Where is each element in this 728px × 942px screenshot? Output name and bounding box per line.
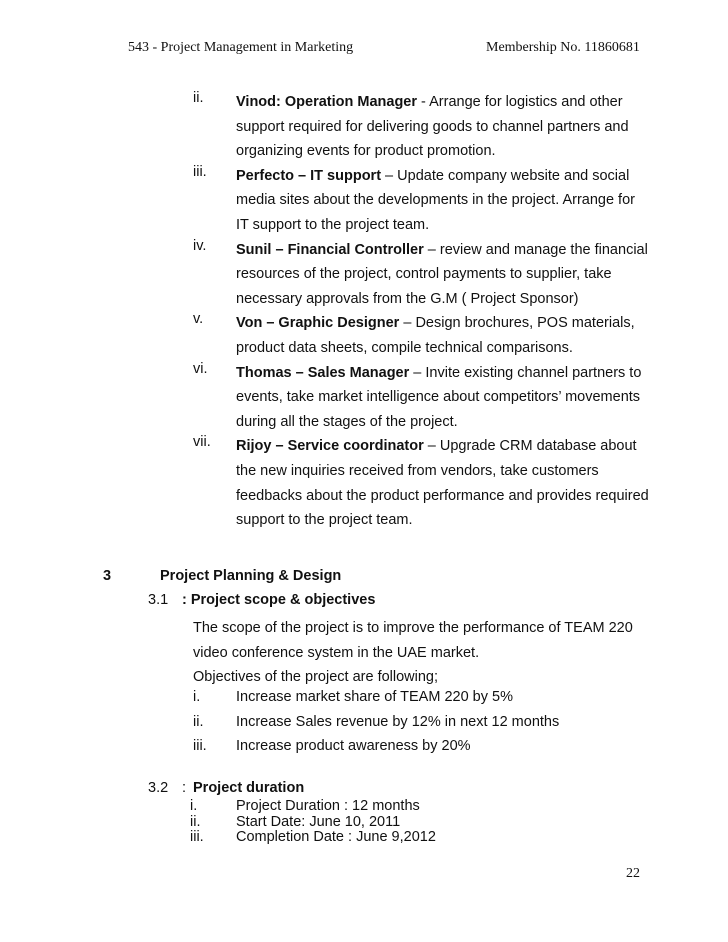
role-numeral: vi. bbox=[193, 360, 208, 377]
duration-numeral: i. bbox=[190, 798, 198, 814]
role-numeral: ii. bbox=[193, 90, 204, 106]
role-item bbox=[236, 311, 635, 360]
objective-text: Increase product awareness by 20% bbox=[236, 738, 471, 755]
objective-text: Increase market share of TEAM 220 by 5% bbox=[236, 689, 513, 705]
duration-text: Start Date: June 10, 2011 bbox=[236, 813, 401, 830]
role-separator: – bbox=[409, 364, 426, 381]
role-description-line: during all the stages of the project. bbox=[236, 413, 458, 430]
role-name: Von – Graphic Designer bbox=[236, 315, 400, 332]
duration-numeral: ii. bbox=[190, 813, 201, 830]
role-description-line: media sites about the developments in the project. Arrange for bbox=[236, 192, 635, 209]
role-description-line: IT support to the project team. bbox=[236, 216, 430, 233]
role-item bbox=[236, 434, 649, 532]
objectives-intro: Objectives of the project are following; bbox=[193, 669, 439, 686]
role-name: Sunil – Financial Controller bbox=[236, 241, 424, 258]
header-course: 543 - Project Management in Marketing bbox=[128, 40, 354, 55]
role-description: Invite existing channel partners to bbox=[425, 364, 642, 381]
role-description: Design brochures, POS materials, bbox=[415, 315, 635, 332]
role-description-line: product data sheets, compile technical comparisons. bbox=[236, 339, 573, 356]
role-description-line: necessary approvals from the G.M ( Project Sponsor) bbox=[236, 290, 579, 307]
role-numeral: iv. bbox=[193, 237, 207, 254]
objective-numeral: ii. bbox=[193, 713, 204, 730]
objective-numeral: iii. bbox=[193, 738, 207, 755]
role-separator: - bbox=[417, 94, 430, 110]
role-description: Arrange for logistics and other bbox=[429, 94, 623, 110]
role-description: review and manage the financial bbox=[439, 241, 648, 258]
role-description-line: resources of the project, control payments to supplier, take bbox=[236, 266, 612, 283]
role-item bbox=[236, 90, 629, 164]
duration-text: Completion Date : June 9,2012 bbox=[236, 829, 436, 845]
role-numeral: iii. bbox=[193, 163, 207, 180]
page-number: 22 bbox=[626, 866, 640, 881]
role-description: Update company website and social bbox=[397, 167, 630, 184]
section-3-number: 3 bbox=[103, 568, 112, 584]
role-first-line bbox=[236, 311, 635, 336]
role-name: Perfecto – IT support bbox=[236, 167, 382, 184]
role-first-line bbox=[236, 361, 641, 386]
role-first-line bbox=[236, 90, 629, 115]
role-name: Rijoy – Service coordinator bbox=[236, 438, 424, 455]
subsection-3-1-number: 3.1 bbox=[148, 592, 169, 608]
subsection-3-2-colon: : bbox=[182, 780, 187, 796]
subsection-3-2-title: Project duration bbox=[193, 780, 305, 796]
role-description-line: events, take market intelligence about competitors’ movements bbox=[236, 389, 641, 406]
role-description-line: feedbacks about the product performance and provides required bbox=[236, 487, 649, 504]
role-numeral: vii. bbox=[193, 434, 211, 451]
role-numeral: v. bbox=[193, 311, 204, 328]
role-description-line: the new inquiries received from vendors, take customers bbox=[236, 462, 599, 479]
subsection-3-2-number: 3.2 bbox=[148, 780, 169, 796]
section-3-title: Project Planning & Design bbox=[160, 568, 342, 584]
role-first-line bbox=[236, 238, 648, 263]
duration-text: Project Duration : 12 months bbox=[236, 798, 420, 814]
role-description-line: organizing events for product promotion. bbox=[236, 143, 496, 160]
role-description: Upgrade CRM database about bbox=[439, 438, 637, 455]
role-separator: – bbox=[399, 315, 416, 332]
subsection-3-1-title: : Project scope & objectives bbox=[182, 592, 376, 608]
role-item bbox=[236, 164, 635, 238]
role-first-line bbox=[236, 434, 649, 459]
role-separator: – bbox=[423, 438, 440, 455]
scope-line: video conference system in the UAE market. bbox=[193, 644, 480, 661]
scope-line: The scope of the project is to improve the performance of TEAM 220 bbox=[193, 620, 633, 636]
objective-numeral: i. bbox=[193, 689, 201, 705]
role-separator: – bbox=[423, 241, 440, 258]
duration-numeral: iii. bbox=[190, 829, 204, 845]
role-first-line bbox=[236, 164, 635, 189]
role-item bbox=[236, 238, 648, 312]
header-membership: Membership No. 11860681 bbox=[486, 40, 640, 55]
role-description-line: support to the project team. bbox=[236, 512, 413, 529]
role-name: Thomas – Sales Manager bbox=[236, 364, 410, 381]
role-item bbox=[236, 361, 641, 435]
role-description-line: support required for delivering goods to channel partners and bbox=[236, 118, 629, 135]
role-separator: – bbox=[381, 167, 398, 184]
role-name: Vinod: Operation Manager bbox=[236, 94, 418, 110]
scope-paragraph bbox=[193, 616, 633, 690]
objective-text: Increase Sales revenue by 12% in next 12 months bbox=[236, 713, 560, 730]
